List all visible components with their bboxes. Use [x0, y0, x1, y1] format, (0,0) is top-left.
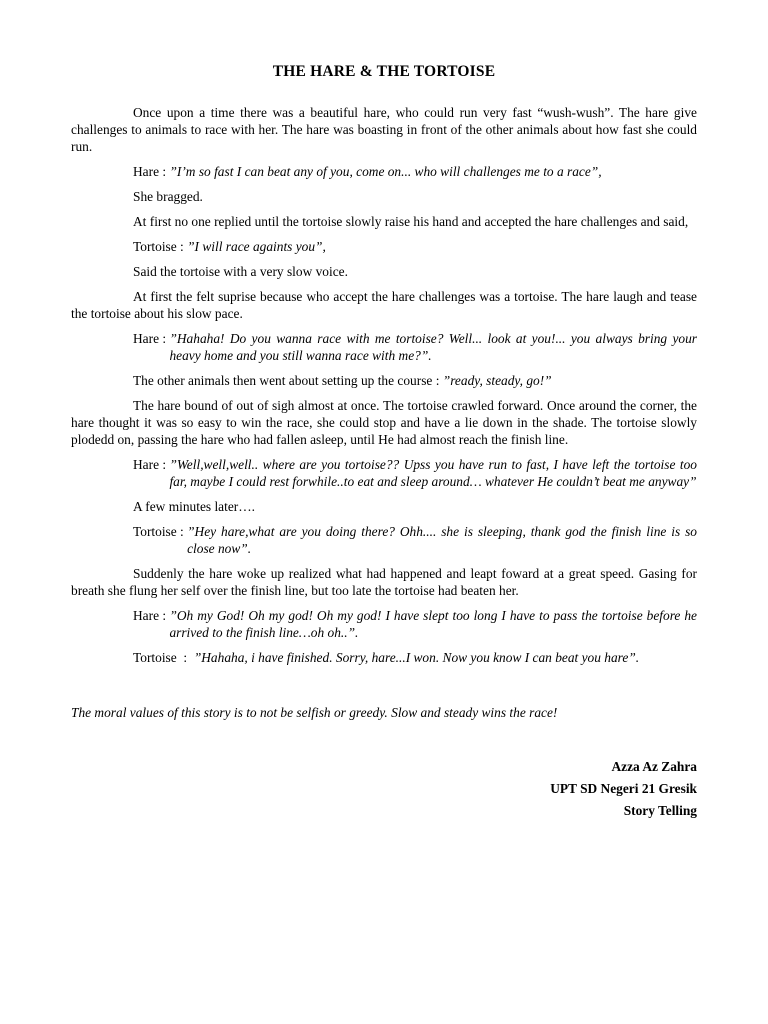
dialogue-hare-4: [133, 607, 697, 641]
dialogue-text: ”I will race againts you”,: [187, 239, 326, 254]
paragraph-hare-wakes: Suddenly the hare woke up realized what had happened and leapt foward at a great speed. Gasing for breath she flung her self over the finish line, but too late the tortoise had beaten her.: [71, 566, 697, 598]
speaker-label: Tortoise :: [133, 239, 188, 254]
speaker-label: Tortoise :: [133, 650, 194, 665]
speaker-label: Hare :: [133, 164, 170, 179]
story-body: [71, 63, 697, 819]
dialogue-hare-3: [133, 456, 697, 490]
paragraph-race: The hare bound of out of sigh almost at once. The tortoise crawled forward. Once around the corner, the hare thought it was so easy to win the race, she could stop and have a lie down in the shade. The tortoise slowly plodedd on, passing the hare who had fallen asleep, until He had almost reach the finish line.: [71, 398, 697, 447]
line-slow-voice: Said the tortoise with a very slow voice.: [133, 264, 348, 279]
speaker-label: Tortoise :: [133, 524, 188, 539]
paragraph-hare-laughs: At first the felt suprise because who accept the hare challenges was a tortoise. The hare laugh and tease the tortoise about his slow pace.: [71, 289, 697, 321]
dialogue-text: ”Hey hare,what are you doing there? Ohh.... she is sleeping, thank god the finish line is so close now”.: [187, 524, 697, 556]
dialogue-text: ”Well,well,well.. where are you tortoise?? Upss you have run to fast, I have left the tortoise too far, maybe I could rest forwhile..to eat and sleep around… whatever He couldn’t beat me anyway”: [169, 457, 697, 489]
dialogue-hare-2: [133, 330, 697, 364]
dialogue-hare-1: [133, 163, 697, 180]
dialogue-text: ”Oh my God! Oh my god! Oh my god! I have slept too long I have to pass the tortoise before he arrived to the finish line…oh oh..”.: [169, 608, 697, 640]
dialogue-text: ”Hahaha! Do you wanna race with me tortoise? Well... look at you!... you always bring your heavy home and you still wanna race with me?”.: [169, 331, 697, 363]
dialogue-tortoise-3: [133, 649, 697, 666]
speaker-label: Hare :: [133, 608, 170, 623]
dialogue-text: ”Hahaha, i have finished. Sorry, hare...I won. Now you know I can beat you hare”.: [193, 650, 640, 665]
speaker-label: Hare :: [133, 331, 170, 346]
course-setup-text: The other animals then went about setting up the course :: [133, 373, 443, 388]
speaker-label: Hare :: [133, 457, 170, 472]
dialogue-text: ”I’m so fast I can beat any of you, come on... who will challenges me to a race”,: [169, 164, 602, 179]
signature-block: [71, 758, 697, 819]
course-setup-quote: ”ready, steady, go!”: [442, 373, 552, 388]
story-category: Story Telling: [623, 803, 697, 818]
author-name: Azza Az Zahra: [611, 759, 697, 774]
dialogue-tortoise-2: [133, 523, 697, 557]
story-title: THE HARE & THE TORTOISE: [272, 63, 496, 80]
line-course-setup: [71, 372, 697, 389]
moral-statement: The moral values of this story is to not be selfish or greedy. Slow and steady wins the race!: [71, 705, 558, 720]
line-she-bragged: She bragged.: [133, 189, 203, 204]
line-few-minutes-later: A few minutes later….: [133, 499, 255, 514]
dialogue-tortoise-1: [133, 238, 697, 255]
author-school: UPT SD Negeri 21 Gresik: [550, 781, 697, 796]
paragraph-tortoise-accepts: At first no one replied until the tortoise slowly raise his hand and accepted the hare challenges and said,: [133, 214, 689, 229]
paragraph-intro: Once upon a time there was a beautiful hare, who could run very fast “wush-wush”. The hare give challenges to animals to race with her. The hare was boasting in front of the other animals about how fast she could run.: [71, 105, 697, 154]
